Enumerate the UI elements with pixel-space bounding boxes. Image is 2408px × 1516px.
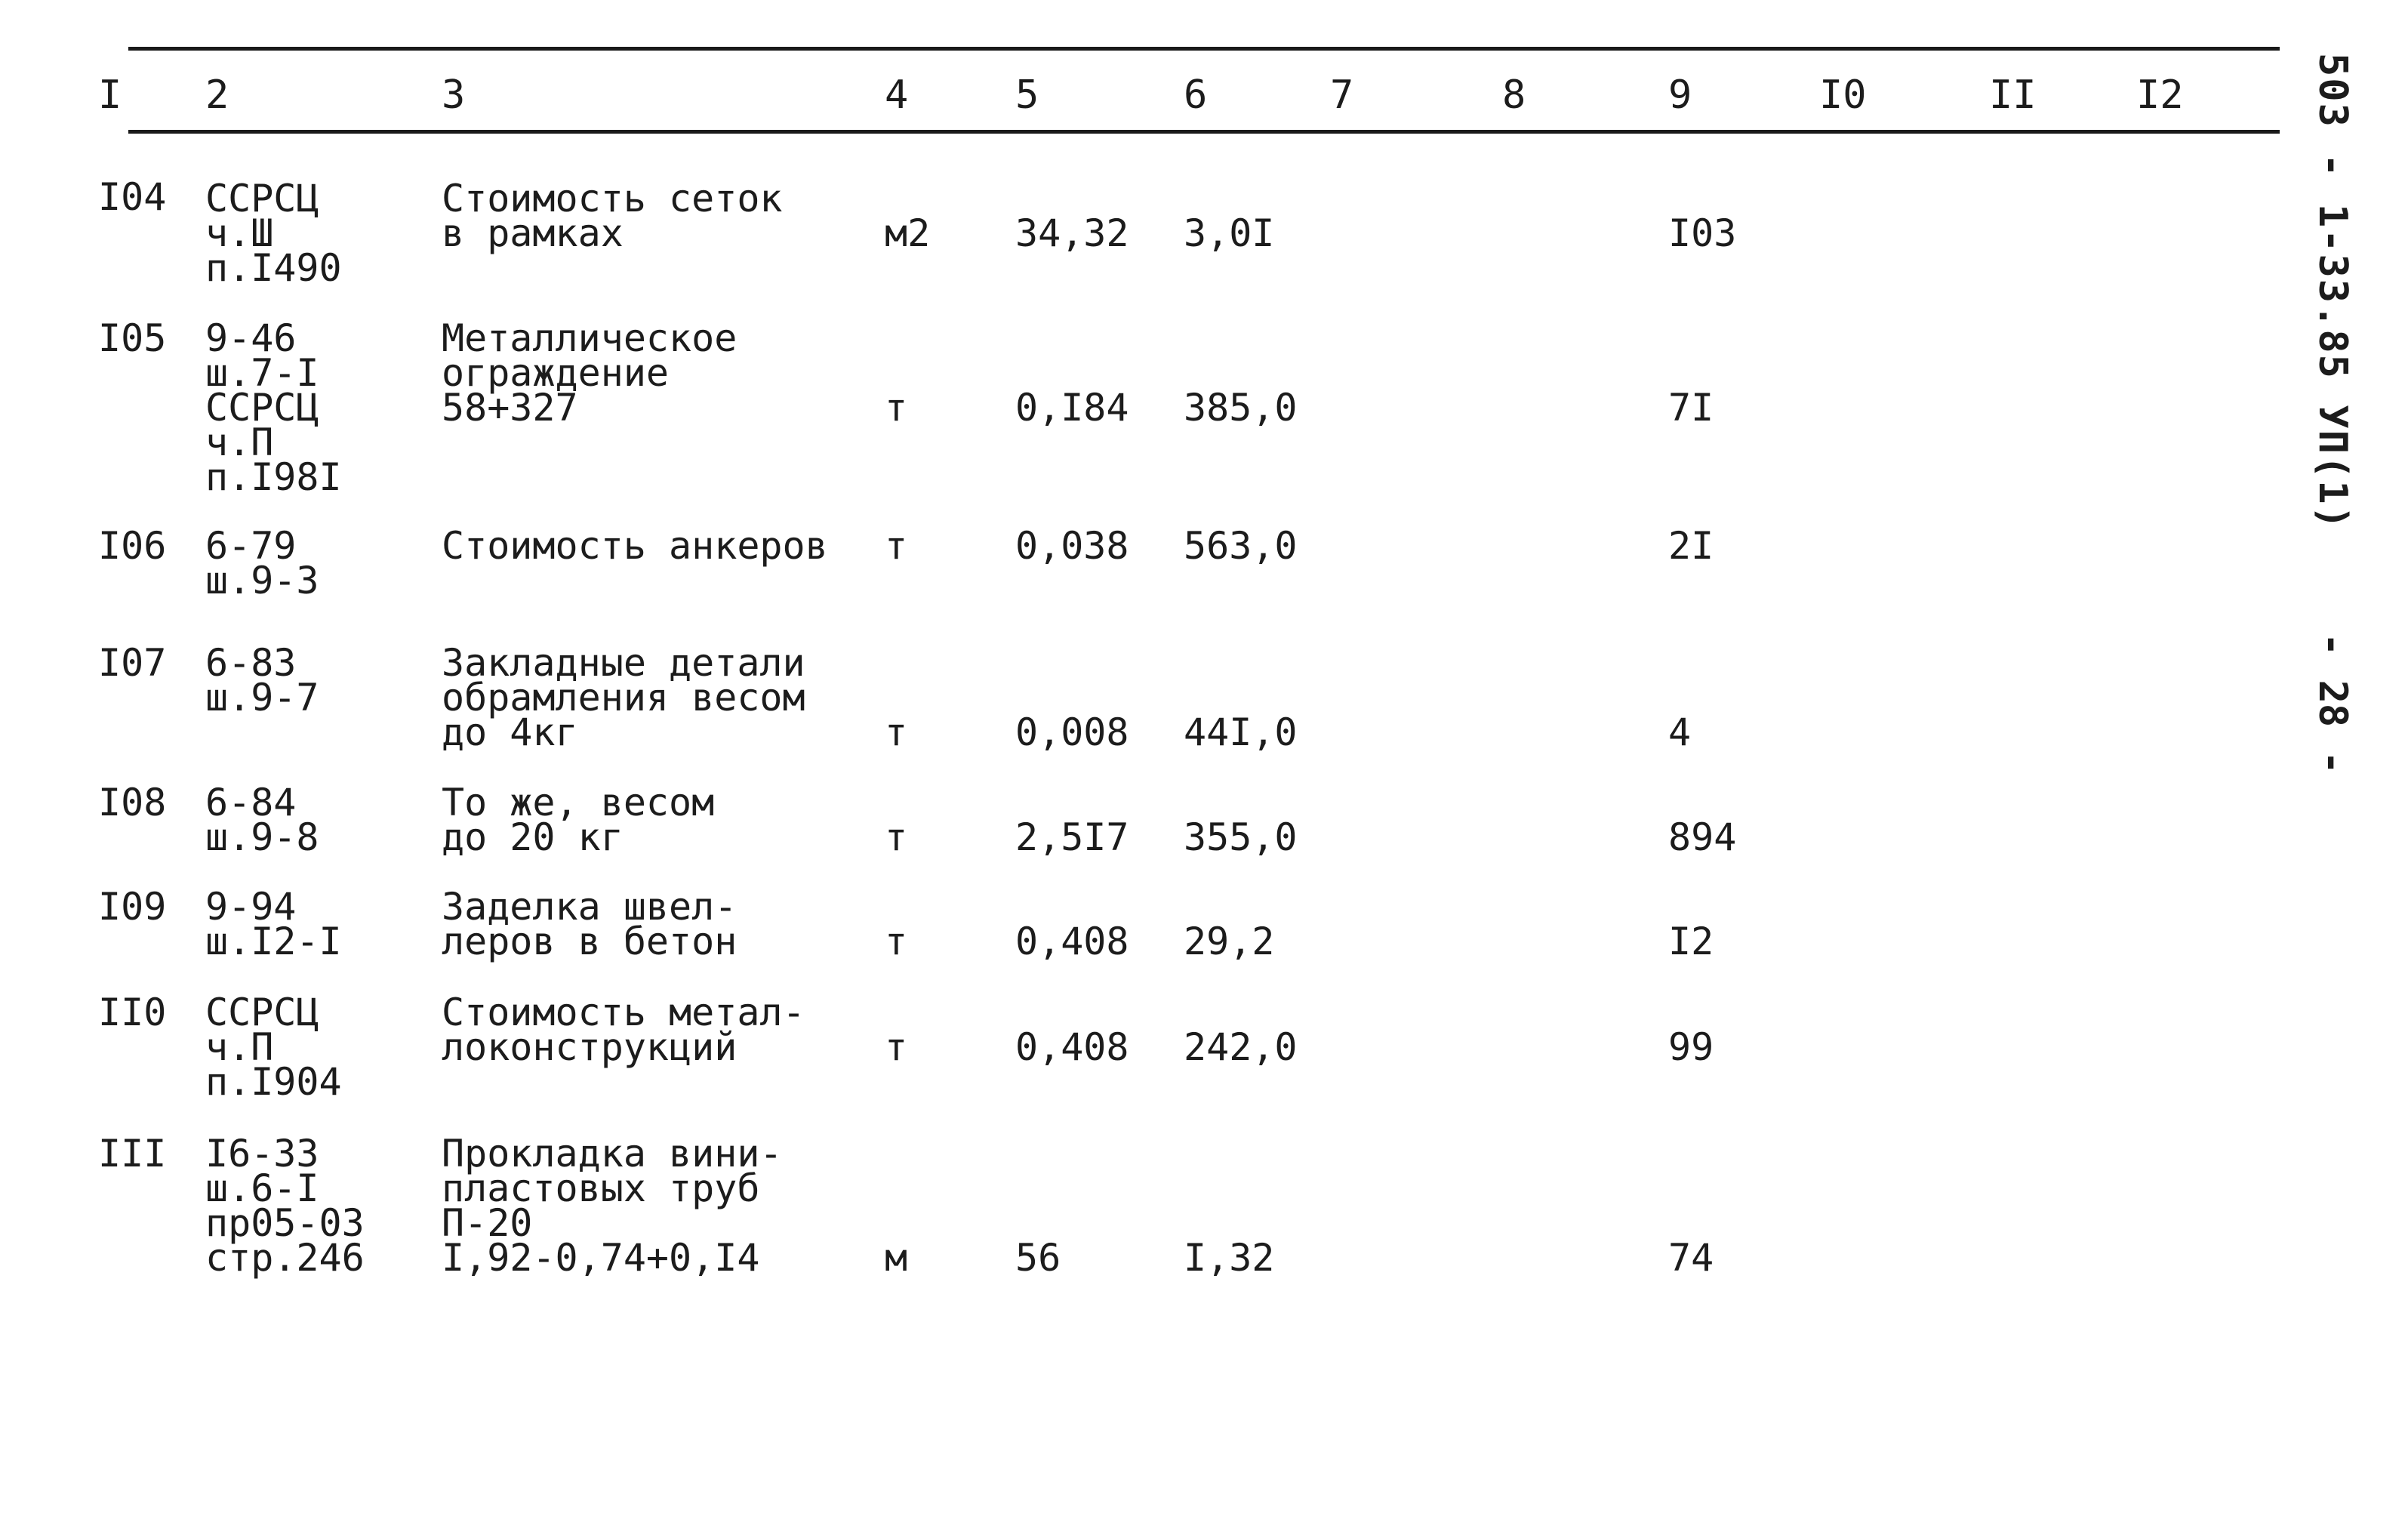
row-quantity: 0,408 bbox=[1015, 1025, 1129, 1069]
row-description bbox=[442, 316, 737, 430]
row-code-line: пр05-03 bbox=[205, 1201, 365, 1245]
row-description-line: Стоимость метал- bbox=[442, 991, 805, 1034]
col-header-3: 3 bbox=[442, 72, 466, 118]
row-code-line: ш.9-8 bbox=[205, 815, 319, 859]
row-number: I07 bbox=[98, 641, 167, 685]
row-code-line: ССРСЦ bbox=[205, 177, 319, 220]
row-description bbox=[442, 641, 805, 754]
row-code-line: ш.9-7 bbox=[205, 676, 319, 719]
row-code-line: ш.7-I bbox=[205, 351, 319, 395]
row-unit: т bbox=[885, 386, 908, 430]
page-number: - 28 - bbox=[2310, 633, 2355, 775]
row-total: 74 bbox=[1668, 1236, 1714, 1280]
row-number: II0 bbox=[98, 991, 167, 1034]
row-quantity: 2,5I7 bbox=[1015, 815, 1129, 859]
col-header-10: I0 bbox=[1819, 72, 1867, 118]
row-code-line: ч.Ш bbox=[205, 211, 274, 255]
col-header-5: 5 bbox=[1015, 72, 1039, 118]
row-code-line: ш.9-3 bbox=[205, 559, 319, 602]
row-number: I08 bbox=[98, 781, 167, 824]
col-header-1: I bbox=[98, 72, 122, 118]
row-unit: т bbox=[885, 710, 908, 754]
row-code-line: ч.П bbox=[205, 1025, 274, 1069]
top-rule bbox=[128, 47, 2280, 51]
row-code-line: 6-84 bbox=[205, 781, 297, 824]
row-code bbox=[205, 991, 342, 1104]
row-code bbox=[205, 641, 319, 719]
row-code bbox=[205, 1132, 365, 1280]
row-code bbox=[205, 524, 319, 602]
row-total: 4 bbox=[1668, 710, 1692, 754]
row-number: I06 bbox=[98, 524, 167, 568]
row-description-line: обрамления весом bbox=[442, 676, 805, 719]
col-header-8: 8 bbox=[1502, 72, 1526, 118]
row-code-line: 6-79 bbox=[205, 524, 297, 568]
col-header-11: II bbox=[1989, 72, 2037, 118]
row-quantity: 0,408 bbox=[1015, 920, 1129, 963]
row-description-line: в рамках bbox=[442, 211, 624, 255]
row-description bbox=[442, 781, 715, 859]
row-description-line: Заделка швел- bbox=[442, 885, 737, 929]
row-quantity: 0,008 bbox=[1015, 710, 1129, 754]
row-total: I2 bbox=[1668, 920, 1714, 963]
row-code-line: п.I904 bbox=[205, 1060, 342, 1104]
row-code-line: ССРСЦ bbox=[205, 386, 319, 430]
row-unit: т bbox=[885, 815, 908, 859]
row-unit: т bbox=[885, 1025, 908, 1069]
row-code-line: 6-83 bbox=[205, 641, 297, 685]
row-unit: м2 bbox=[885, 211, 931, 255]
row-description-line: до 20 кг bbox=[442, 815, 624, 859]
row-description bbox=[442, 991, 805, 1069]
row-description-line: до 4кг bbox=[442, 710, 578, 754]
row-unit: т bbox=[885, 920, 908, 963]
row-total: 894 bbox=[1668, 815, 1737, 859]
row-price: 355,0 bbox=[1184, 815, 1298, 859]
row-description bbox=[442, 177, 783, 255]
row-description-line: Стоимость анкеров bbox=[442, 524, 828, 568]
row-description bbox=[442, 524, 828, 568]
row-description-line: Прокладка вини- bbox=[442, 1132, 783, 1176]
document-code: 503 - 1-33.85 УП(1) bbox=[2310, 53, 2355, 531]
row-code-line: п.I98I bbox=[205, 455, 342, 499]
col-header-12: I2 bbox=[2136, 72, 2184, 118]
row-unit: м bbox=[885, 1236, 908, 1280]
row-code-line: ш.I2-I bbox=[205, 920, 342, 963]
row-description-line: П-20 bbox=[442, 1201, 533, 1245]
row-total: 2I bbox=[1668, 524, 1714, 568]
row-code bbox=[205, 177, 342, 290]
row-code bbox=[205, 781, 319, 859]
col-header-4: 4 bbox=[885, 72, 909, 118]
row-description-line: 58+327 bbox=[442, 386, 578, 430]
row-description bbox=[442, 1132, 783, 1280]
row-unit: т bbox=[885, 524, 908, 568]
row-description-line: ограждение bbox=[442, 351, 670, 395]
row-description-line: I,92-0,74+0,I4 bbox=[442, 1236, 760, 1280]
row-quantity: 0,I84 bbox=[1015, 386, 1129, 430]
row-quantity: 0,038 bbox=[1015, 524, 1129, 568]
row-description-line: пластовых труб bbox=[442, 1166, 760, 1210]
row-total: 7I bbox=[1668, 386, 1714, 430]
row-code-line: ССРСЦ bbox=[205, 991, 319, 1034]
row-code-line: стр.246 bbox=[205, 1236, 365, 1280]
col-header-9: 9 bbox=[1668, 72, 1692, 118]
row-number: I04 bbox=[98, 175, 167, 219]
row-description-line: То же, весом bbox=[442, 781, 715, 824]
row-price: 29,2 bbox=[1184, 920, 1275, 963]
row-price: 242,0 bbox=[1184, 1025, 1298, 1069]
row-total: 99 bbox=[1668, 1025, 1714, 1069]
row-code-line: 9-46 bbox=[205, 316, 297, 360]
row-description bbox=[442, 885, 737, 963]
row-code-line: п.I490 bbox=[205, 246, 342, 290]
row-code bbox=[205, 316, 342, 499]
row-total: I03 bbox=[1668, 211, 1737, 255]
row-description-line: Стоимость сеток bbox=[442, 177, 783, 220]
row-description-line: Металлическое bbox=[442, 316, 737, 360]
row-price: 3,0I bbox=[1184, 211, 1275, 255]
row-code-line: 9-94 bbox=[205, 885, 297, 929]
row-quantity: 34,32 bbox=[1015, 211, 1129, 255]
row-price: 44I,0 bbox=[1184, 710, 1298, 754]
row-price: 563,0 bbox=[1184, 524, 1298, 568]
row-price: 385,0 bbox=[1184, 386, 1298, 430]
header-rule bbox=[128, 130, 2280, 134]
row-quantity: 56 bbox=[1015, 1236, 1061, 1280]
row-code bbox=[205, 885, 342, 963]
col-header-6: 6 bbox=[1184, 72, 1208, 118]
row-description-line: локонструкций bbox=[442, 1025, 737, 1069]
row-description-line: Закладные детали bbox=[442, 641, 805, 685]
row-description-line: леров в бетон bbox=[442, 920, 737, 963]
col-header-7: 7 bbox=[1330, 72, 1354, 118]
row-price: I,32 bbox=[1184, 1236, 1275, 1280]
row-number: I05 bbox=[98, 316, 167, 360]
row-code-line: I6-33 bbox=[205, 1132, 319, 1176]
row-code-line: ш.6-I bbox=[205, 1166, 319, 1210]
row-code-line: ч.П bbox=[205, 421, 274, 464]
row-number: III bbox=[98, 1132, 167, 1176]
col-header-2: 2 bbox=[205, 72, 229, 118]
row-number: I09 bbox=[98, 885, 167, 929]
